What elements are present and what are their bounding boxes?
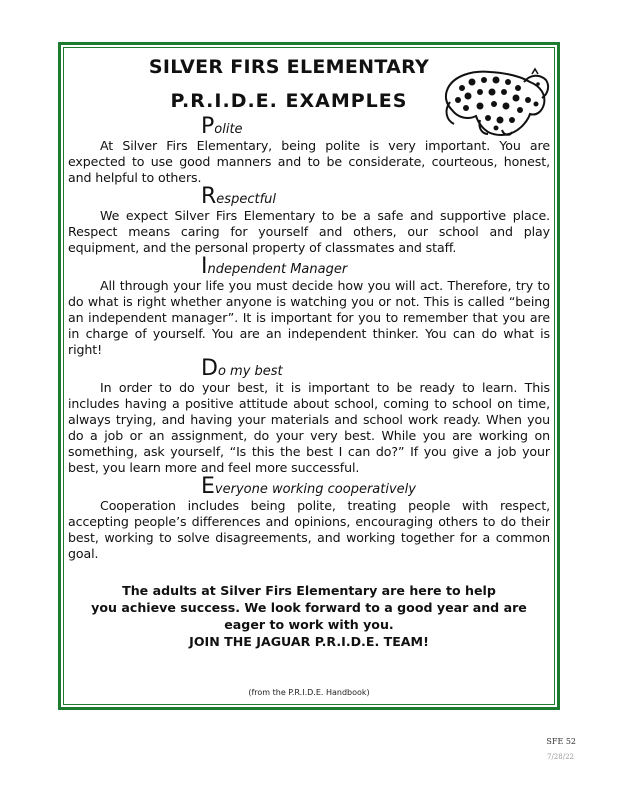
page-date: 7/28/22	[547, 753, 574, 761]
closing-line: The adults at Silver Firs Elementary are here to help	[122, 583, 496, 598]
section-respectful	[68, 186, 550, 256]
document-body	[68, 52, 550, 650]
section-text: All through your life you must decide how you will act. Therefore, try to do what is right whether anyone is watching you or not. This is called “being an independent manager”. It is important for you to remember that you are in charge of yourself. You are an independent thinker. You can do what is right!	[68, 278, 550, 357]
section-independent-manager	[68, 256, 550, 358]
section-polite	[68, 116, 550, 186]
source-note: (from the P.R.I.D.E. Handbook)	[248, 688, 370, 697]
page-subtitle: P.R.I.D.E. EXAMPLES	[170, 90, 408, 112]
section-text: We expect Silver Firs Elementary to be a safe and supportive place. Respect means caring for yourself and others, our school and play equipment, and the personal property of classmates and staff.	[68, 208, 550, 255]
section-text: Cooperation includes being polite, treating people with respect, accepting people’s differences and opinions, encouraging others to do their best, working to solve disagreements, and working together for a common goal.	[68, 498, 550, 561]
section-heading: Polite	[201, 114, 243, 139]
section-heading: Everyone working cooperatively	[201, 474, 416, 499]
section-text: At Silver Firs Elementary, being polite is very important. You are expected to use good manners and to be considerate, courteous, honest, and helpful to others.	[68, 138, 550, 185]
page-code: SFE 52	[546, 737, 576, 746]
section-heading: Do my best	[201, 356, 283, 381]
closing-message	[68, 582, 550, 650]
section-do-my-best	[68, 358, 550, 476]
section-text: In order to do your best, it is important to be ready to learn. This includes having a positive attitude about school, coming to school on time, always trying, and having your materials and school work ready. When you do a job or an assignment, do your very best. While you are working on something, ask yourself, “Is this the best I can do?” If you give a job your best, you learn more and feel more successful.	[68, 380, 550, 475]
section-heading: Respectful	[201, 184, 276, 209]
school-title: SILVER FIRS ELEMENTARY	[148, 56, 430, 78]
closing-line: eager to work with you.	[224, 617, 394, 632]
section-everyone-cooperatively	[68, 476, 550, 562]
closing-slogan: JOIN THE JAGUAR P.R.I.D.E. TEAM!	[189, 634, 429, 649]
closing-line: you achieve success. We look forward to a good year and are	[91, 600, 527, 615]
section-heading: Independent Manager	[201, 254, 348, 279]
